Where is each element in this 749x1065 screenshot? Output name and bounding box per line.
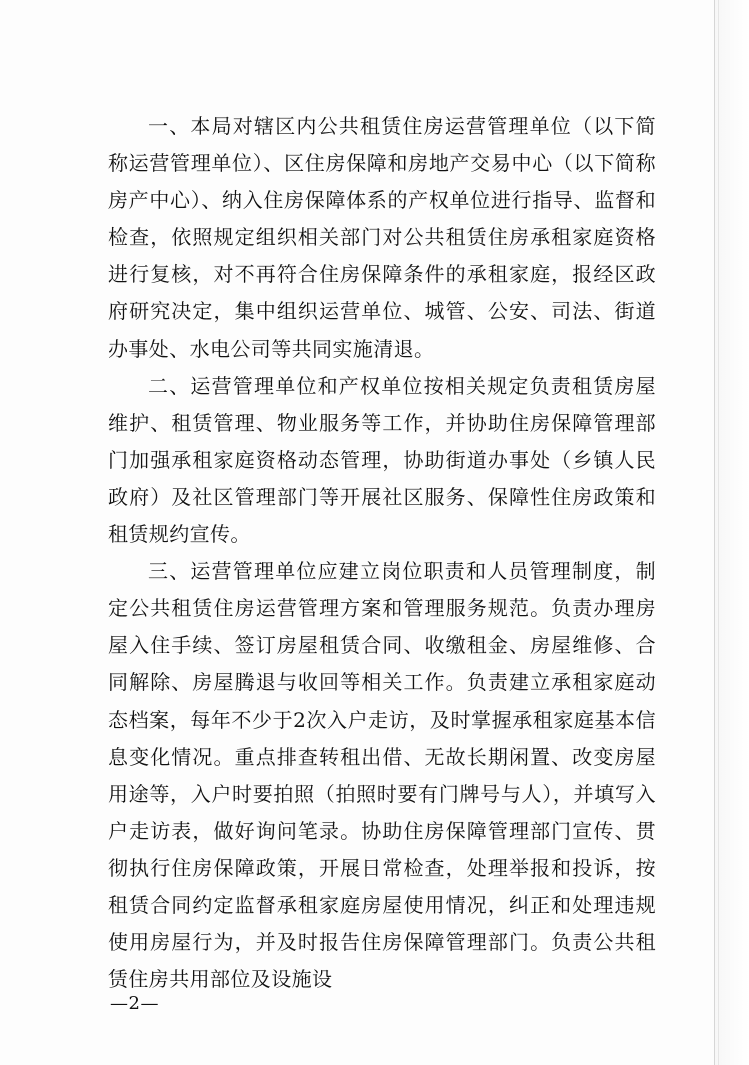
paragraph-3: 三、运营管理单位应建立岗位职责和人员管理制度，制定公共租赁住房运营管理方案和管理服务规范。负责办理房屋入住手续、签订房屋租赁合同、收缴租金、房屋维修、合同解除、房屋腾退与收回等相关工作。负责建立承租家庭动态档案，每年不少于2次入户走访，及时掌握承租家庭基本信息变化情况。重点排查转租出借、无故长期闲置、改变房屋用途等，入户时要拍照（拍照时要有门牌号与人），并填写入户走访表，做好询问笔录。协助住房保障管理部门宣传、贯彻执行住房保障政策，开展日常检查，处理举报和投诉，按租赁合同约定监督承租家庭房屋使用情况，纠正和处理违规使用房屋行为，并及时报告住房保障管理部门。负责公共租赁住房共用部位及设施设: [108, 559, 656, 992]
paragraph-1: 一、本局对辖区内公共租赁住房运营管理单位（以下简称运营管理单位）、区住房保障和房地产交易中心（以下简称房产中心）、纳入住房保障体系的产权单位进行指导、监督和检查，依照规定组织相关部门对公共租赁住房承租家庭资格进行复核，对不再符合住房保障条件的承租家庭，报经区政府研究决定，集中组织运营单位、城管、公安、司法、街道办事处、水电公司等共同实施清退。: [108, 114, 656, 361]
document-body: [108, 108, 656, 998]
paragraph-2: 二、运营管理单位和产权单位按相关规定负责租赁房屋维护、租赁管理、物业服务等工作，并协助住房保障管理部门加强承租家庭资格动态管理，协助街道办事处（乡镇人民政府）及社区管理部门等开展社区服务、保障性住房政策和租赁规约宣传。: [108, 373, 656, 547]
page-number: —2—: [110, 993, 159, 1014]
scan-page-edge: [714, 0, 749, 1065]
scan-fold-line: [718, 0, 719, 1065]
